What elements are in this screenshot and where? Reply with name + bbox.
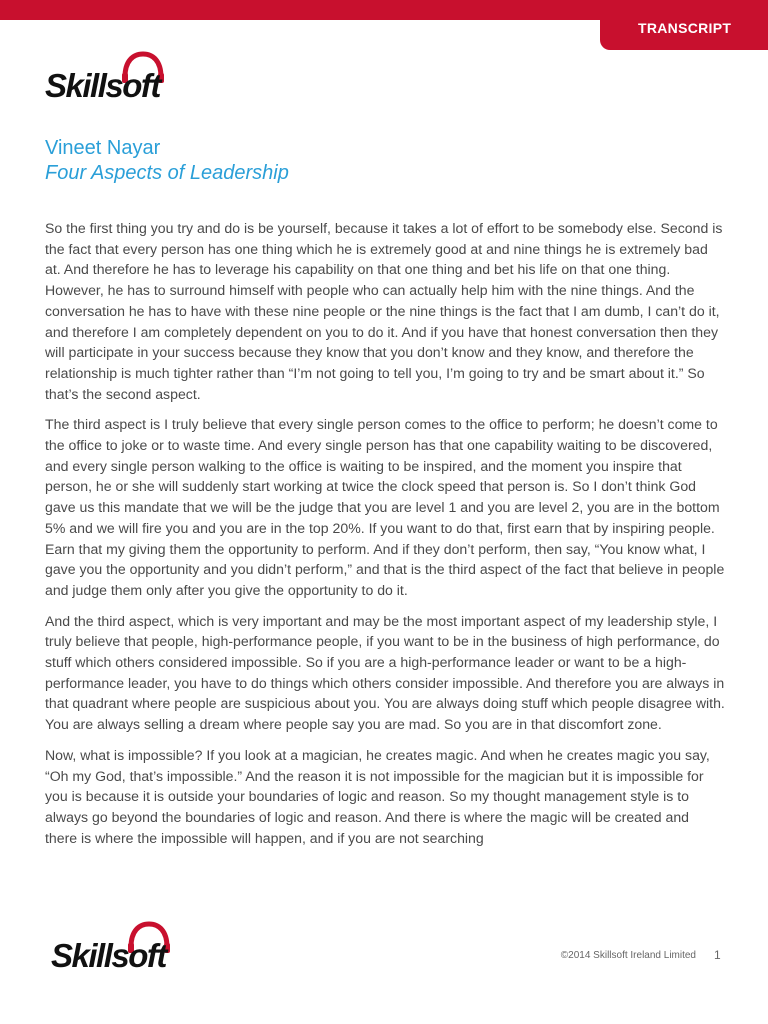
footer-copyright: ©2014 Skillsoft Ireland Limited — [560, 950, 696, 961]
page-number: 1 — [714, 948, 721, 962]
transcript-label: TRANSCRIPT — [638, 20, 732, 36]
document-title: Four Aspects of Leadership — [45, 162, 289, 184]
paragraph-1: So the first thing you try and do is be yourself, because it takes a lot of effort to be somebody else. Second is the fact that every person has one thing which he is extremely good at and nine things he is extremely bad at. And therefore he has to leverage his capability on that one thing and bet his life on that one thing. However, he has to surround himself with people who can actually help him with the nine things. And the conversation he has to have with these nine people or the nine things is the fact that I am dumb, I can’t do it, and therefore I am completely dependent on you to do it. And if you have that honest conversation then they will participate in your success because they know that you don’t know and they know, and therefore the relationship is much tighter rather than “I’m not going to tell you, I’m going to try and be smart about it.” So that’s the second aspect. — [45, 220, 723, 402]
skillsoft-logo — [44, 46, 176, 102]
speaker-name: Vineet Nayar — [45, 137, 161, 159]
logo-wordmark: Skillsoft — [45, 67, 160, 102]
paragraph-2: The third aspect is I truly believe that every single person comes to the office to perform; he doesn’t come to the office to joke or to waste time. And every single person has that one capability waiting to be discovered, and every single person walking to the office is waiting to be inspired, and the moment you inspire that person, he or she will suddenly start working at twice the clock speed that person is. So I don’t think God gave us this mandate that we will be the judge that you are level 1 and you are level 2, you are in the bottom 5% and we will fire you and you are in the top 20%. If you want to do that, first earn that by inspiring people. Earn that my giving them the opportunity to perform. And if they don’t perform, then say, “You know what, I gave you the opportunity and you didn’t perform,” and that is the third aspect of the fact that believe in people and judge them only after you give the opportunity to do it. — [45, 416, 725, 598]
transcript-tab — [600, 10, 768, 50]
paragraph-3: And the third aspect, which is very important and may be the most important aspect of my leadership style, I truly believe that people, high-performance people, if you want to be in the business of high performance, do stuff which others considered impossible. So if you are a high-performance leader or want to be a high-performance leader, you have to do things which others consider impossible. And therefore you are always in that quadrant where people are suspicious about you. You are always doing stuff which people disagree with. You are always selling a dream where people say you are mad. So you are in that discomfort zone. — [45, 612, 725, 733]
paragraph-4: Now, what is impossible? If you look at a magician, he creates magic. And when he creates magic you say, “Oh my God, that’s impossible.” And the reason it is not impossible for the magician but it is impossible for you is because it is outside your boundaries of logic and reason. So my thought management style is to always go beyond the boundaries of logic and reason. And there is where the magic will be created and there is where the impossible will happen, and if you are not searching — [45, 746, 710, 846]
logo-wordmark: Skillsoft — [51, 937, 166, 972]
transcript-body — [45, 218, 725, 896]
skillsoft-footer-logo — [50, 916, 182, 972]
document-header — [45, 136, 725, 186]
